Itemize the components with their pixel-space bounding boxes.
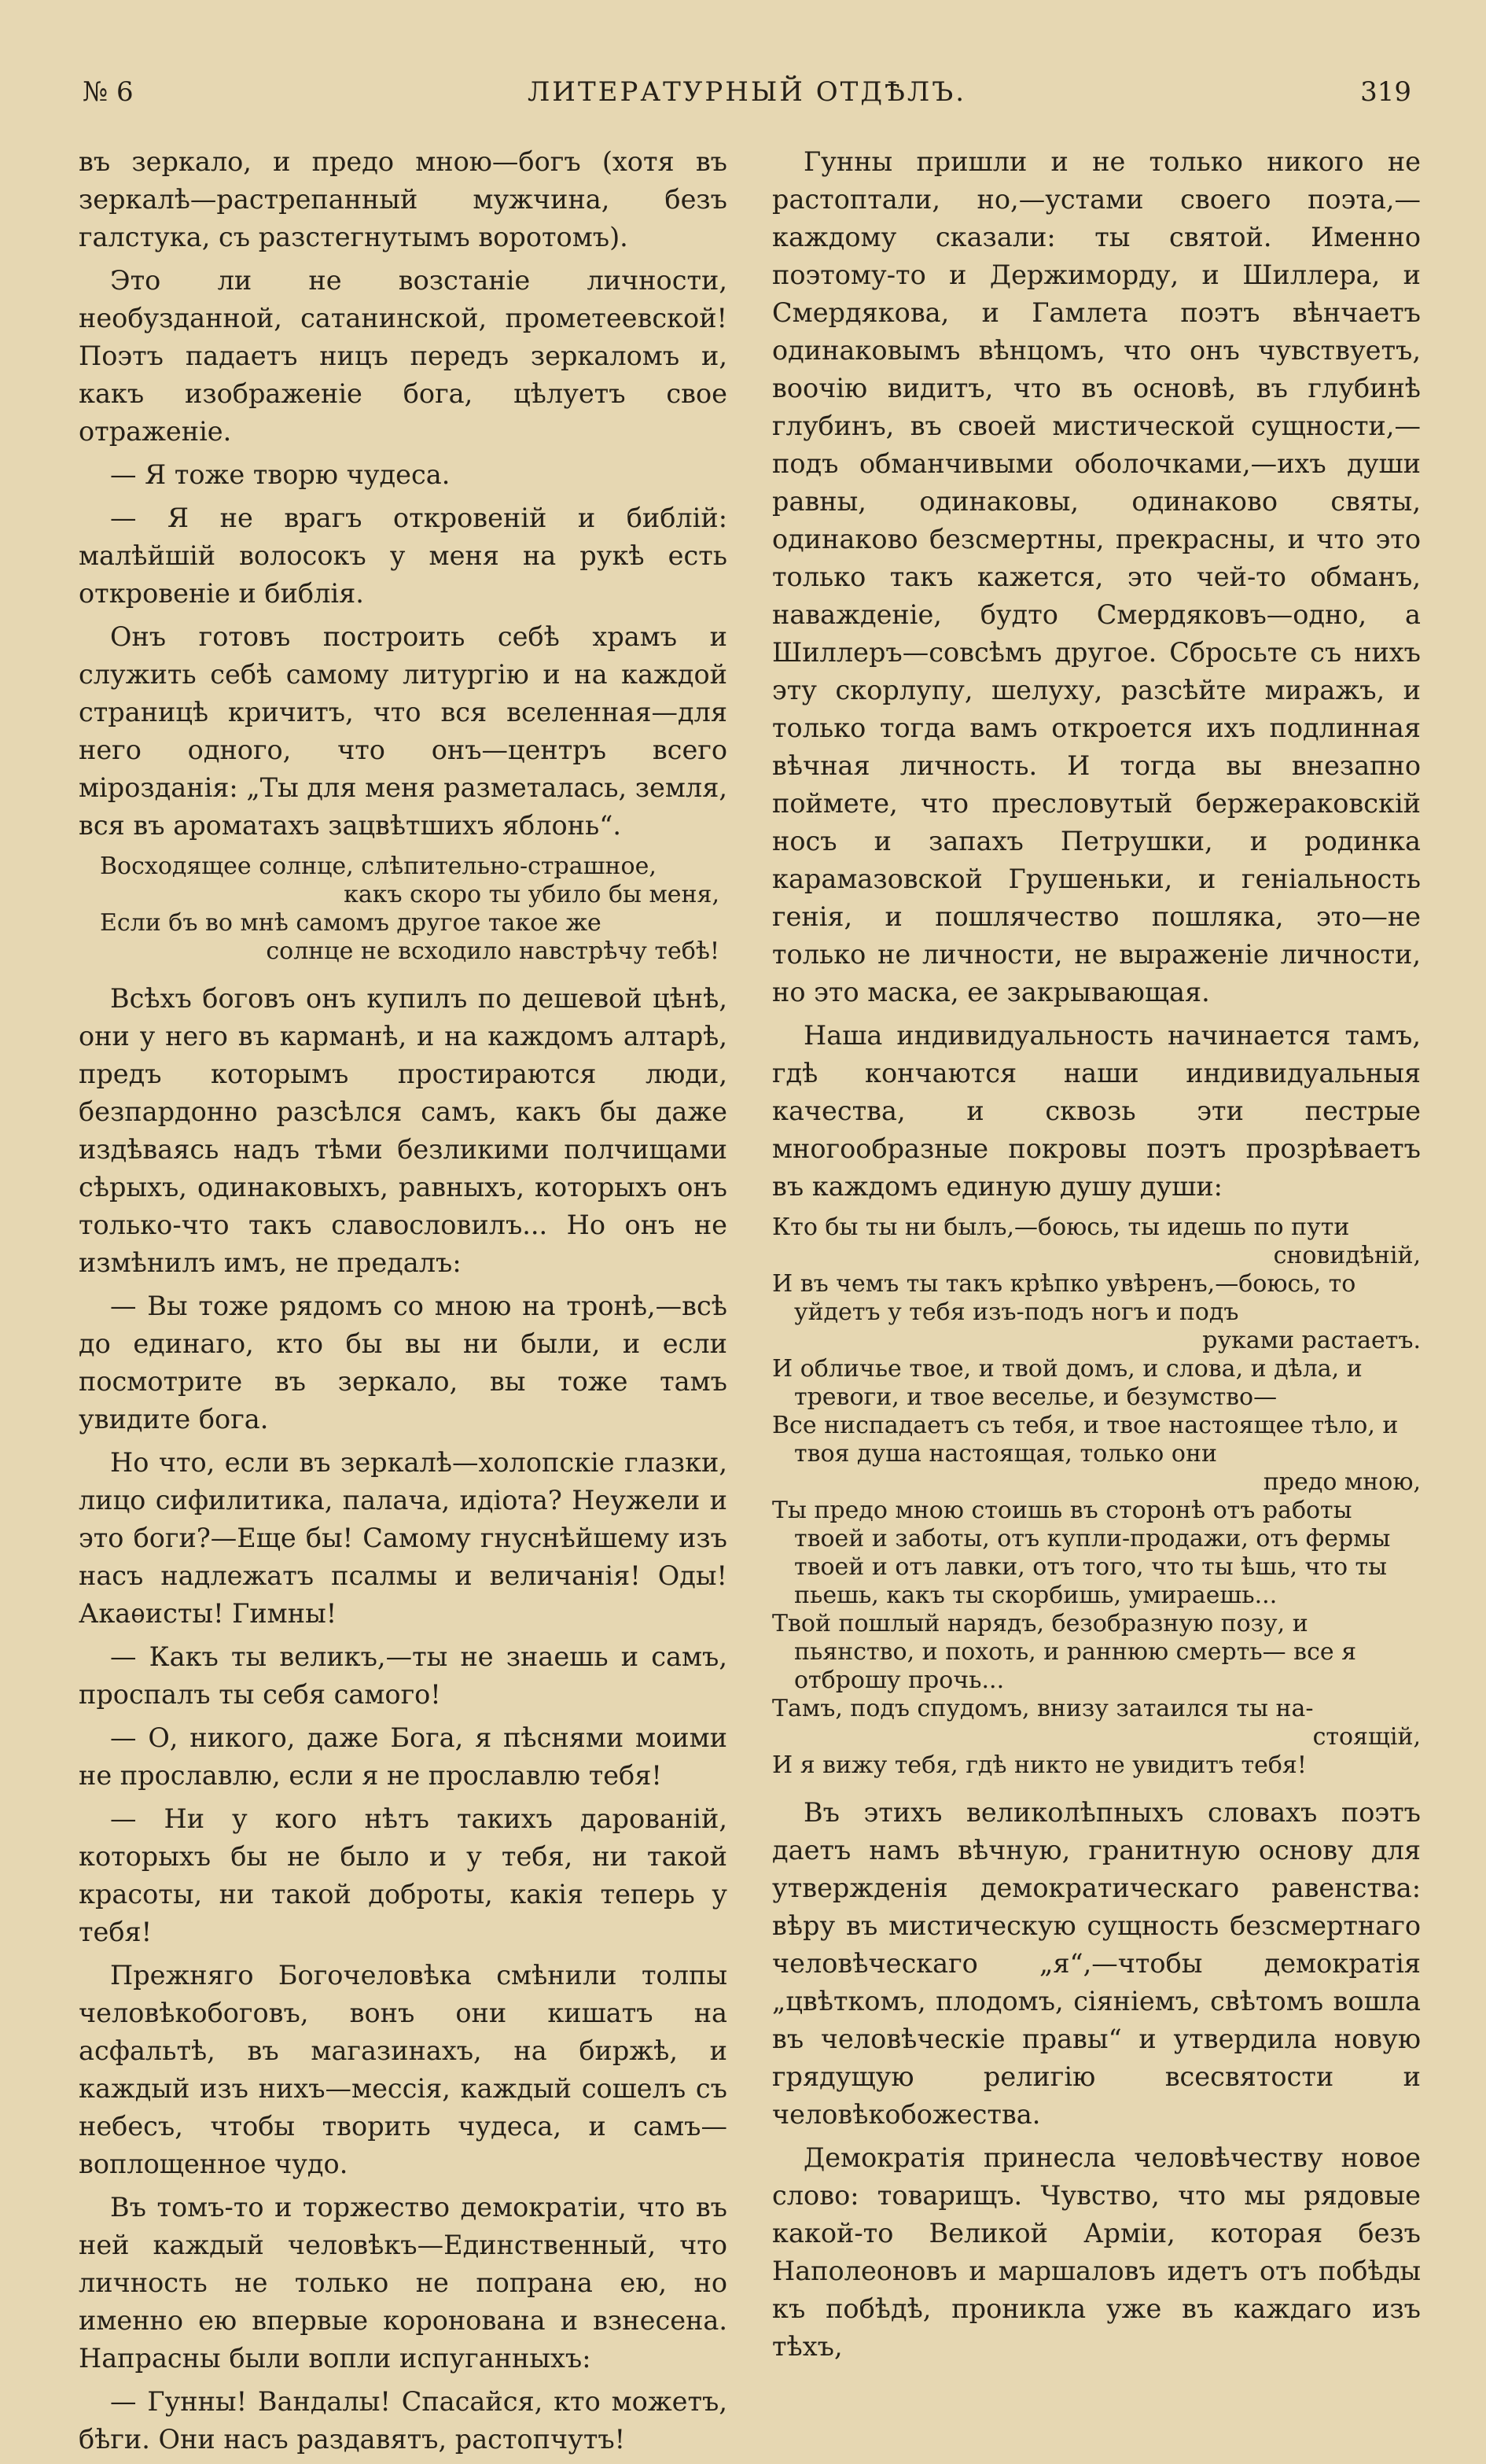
paragraph: — О, никого, даже Бога, я пѣснями моими не прославлю, если я не прославлю тебя!: [79, 1722, 727, 1791]
paragraph: Наша индивидуальность начинается тамъ, гдѣ кончаются наши индивидуальныя качества, и сквозь эти пестрые многообразные покровы поэтъ прозрѣваетъ въ каждомъ единую душу души:: [772, 1020, 1421, 1202]
paragraph: — Я не врагъ откровеній и библій: малѣйшій волосокъ у меня на рукѣ есть откровеніе и библія.: [79, 503, 727, 609]
page-number: 319: [1360, 76, 1411, 108]
verse-line: Все ниспадаетъ съ тебя, и твое настоящее тѣло, и твоя душа настоящая, только они: [772, 1412, 1399, 1468]
verse-line: И я вижу тебя, гдѣ никто не увидитъ тебя!: [772, 1751, 1307, 1779]
paragraph: Но что, если въ зеркалѣ—холопскіе глазки, лицо сифилитика, палача, идіота? Неужели и это боги?—Еще бы! Самому гнуснѣйшему изъ насъ надлежатъ псалмы и величанія! Оды! Акаѳисты! Гимны!: [79, 1447, 727, 1629]
verse-line-end: сновидѣній,: [1273, 1242, 1421, 1269]
paragraph: Всѣхъ боговъ онъ купилъ по дешевой цѣнѣ, они у него въ карманѣ, и на каждомъ алтарѣ, предъ которымъ простираются люди, безпардонно разсѣлся самъ, какъ бы даже издѣваясь надъ тѣми безликими полчищами сѣрыхъ, одинаковыхъ, равныхъ, которыхъ онъ только-что такъ славословилъ... Но онъ не измѣнилъ имъ, не предалъ:: [79, 983, 727, 1278]
verse-line: какъ скоро ты убило бы меня,: [344, 881, 719, 908]
paragraph: — Вы тоже рядомъ со мною на тронѣ,—всѣ до единаго, кто бы вы ни были, и если посмотрите въ зеркало, вы тоже тамъ увидите бога.: [79, 1291, 727, 1435]
verse-line-end: предо мною,: [1263, 1468, 1421, 1496]
paragraph: — Ни у кого нѣтъ такихъ дарованій, которыхъ бы не было и у тебя, ни такой красоты, ни такой доброты, какія теперь у тебя!: [79, 1803, 727, 1947]
right-column: [772, 143, 1421, 2371]
paragraph: Онъ готовъ построить себѣ храмъ и служить себѣ самому литургію и на каждой страницѣ кричитъ, что вся вселенная—для него одного, что онъ—центръ всего мірозданія: „Ты для меня разметалась, земля, вся въ ароматахъ зацвѣтшихъ яблонь“.: [79, 621, 727, 841]
poem-quote: [772, 1214, 1421, 1780]
issue-number: № 6: [83, 76, 134, 108]
verse-line: Ты предо мною стоишь въ сторонѣ отъ работы твоей и заботы, отъ купли-продажи, отъ фермы твоей и отъ лавки, отъ того, что ты ѣшь, что ты пьешь, какъ ты скорбишь, умираешь...: [772, 1497, 1391, 1609]
page-header: [83, 72, 1411, 112]
verse-line-end: руками растаетъ.: [1202, 1327, 1421, 1354]
paragraph: — Я тоже творю чудеса.: [110, 459, 451, 490]
verse-line: Твой пошлый нарядъ, безобразную позу, и пьянство, и похоть, и раннюю смерть— все я отброшу прочь...: [772, 1610, 1357, 1694]
verse-line: И обличье твое, и твой домъ, и слова, и дѣла, и тревоги, и твое веселье, и безумство—: [772, 1355, 1363, 1411]
poem-quote: [79, 853, 727, 966]
verse-line: Если бъ во мнѣ самомъ другое такое же: [100, 909, 601, 937]
paragraph: Это ли не возстаніе личности, необузданной, сатанинской, прометеевской! Поэтъ падаетъ ницъ передъ зеркаломъ и, какъ изображеніе бога, цѣлуетъ свое отраженіе.: [79, 265, 727, 447]
section-title: ЛИТЕРАТУРНЫЙ ОТДѢЛЪ.: [527, 76, 967, 108]
paragraph: Демократія принесла человѣчеству новое слово: товарищъ. Чувство, что мы рядовые какой-то Великой Арміи, которая безъ Наполеоновъ и маршаловъ идетъ отъ побѣды къ побѣдѣ, проникла уже въ каждаго изъ тѣхъ,: [772, 2142, 1421, 2362]
paragraph: Гунны пришли и не только никого не растоптали, но,—устами своего поэта,—каждому сказали: ты святой. Именно поэтому-то и Держиморду, и Шиллера, и Смердякова, и Гамлета поэтъ вѣнчаетъ одинаковымъ вѣнцомъ, что онъ чувствуетъ, воочію видитъ, что въ основѣ, въ глубинѣ глубинъ, въ своей мистической сущности,—подъ обманчивыми оболочками,—ихъ души равны, одинаковы, одинаково святы, одинаково безсмертны, прекрасны, и что это только такъ кажется, это чей-то обманъ, наважденіе, будто Смердяковъ—одно, а Шиллеръ—совсѣмъ другое. Сбросьте съ нихъ эту скорлупу, шелуху, разсѣйте миражъ, и только тогда вамъ откроется ихъ подлинная вѣчная личность. И тогда вы внезапно поймете, что пресловутый бержераковскій носъ и запахъ Петрушки, и родинка карамазовской Грушеньки, и геніальность генія, и пошлячество пошляка, это—не только не личности, не выраженіе личности, но это маска, ее закрывающая.: [772, 146, 1421, 1007]
verse-line: Тамъ, подъ спудомъ, внизу затаился ты на-: [772, 1695, 1314, 1722]
verse-line: И въ чемъ ты такъ крѣпко увѣренъ,—боюсь, то уйдетъ у тебя изъ-подъ ногъ и подъ: [772, 1270, 1356, 1326]
paragraph: Прежняго Богочеловѣка смѣнили толпы человѣкобоговъ, вонъ они кишатъ на асфальтѣ, въ магазинахъ, на биржѣ, и каждый изъ нихъ—мессія, каждый сошелъ съ небесъ, чтобы творить чудеса, и самъ—воплощенное чудо.: [79, 1960, 727, 2179]
verse-line: Кто бы ты ни былъ,—боюсь, ты идешь по пути: [772, 1214, 1350, 1241]
paragraph: Въ томъ-то и торжество демократіи, что въ ней каждый человѣкъ—Единственный, что личность не только не попрана ею, но именно ею впервые коронована и взнесена. Напрасны были вопли испуганныхъ:: [79, 2192, 727, 2374]
left-column: [79, 143, 727, 2464]
paragraph: — Гунны! Вандалы! Спасайся, кто можетъ, бѣги. Они насъ раздавятъ, растопчутъ!: [79, 2386, 727, 2455]
paragraph: Въ этихъ великолѣпныхъ словахъ поэтъ даетъ намъ вѣчную, гранитную основу для утвержденія демократическаго равенства: вѣру въ мистическую сущность безсмертнаго человѣческаго „я“,—чтобы демократія „цвѣткомъ, плодомъ, сіяніемъ, свѣтомъ вошла въ человѣческіе правы“ и утвердила новую грядущую религію всесвятости и человѣкобожества.: [772, 1797, 1421, 2130]
verse-line: солнце не всходило навстрѣчу тебѣ!: [266, 937, 719, 965]
paragraph: въ зеркало, и предо мною—богъ (хотя въ зеркалѣ—растрепанный мужчина, безъ галстука, съ разстегнутымъ воротомъ).: [79, 146, 727, 252]
verse-line-end: стоящій,: [1312, 1723, 1421, 1751]
paragraph: — Какъ ты великъ,—ты не знаешь и самъ, проспалъ ты себя самого!: [79, 1641, 727, 1710]
verse-line: Восходящее солнце, слѣпительно-страшное,: [100, 853, 657, 880]
